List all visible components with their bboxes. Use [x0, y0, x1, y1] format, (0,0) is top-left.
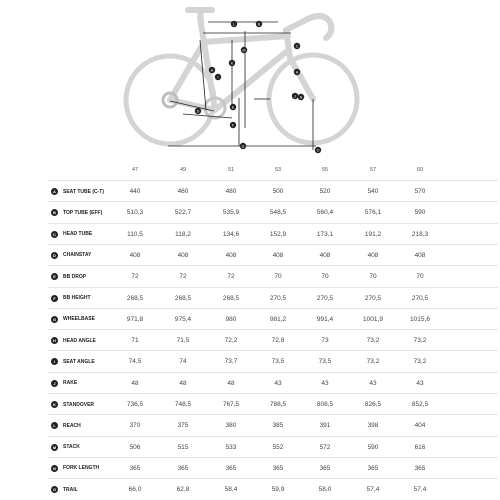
table-row — [48, 436, 498, 457]
diagram-marker-e — [230, 104, 236, 110]
table-row — [48, 414, 498, 435]
table-cell: 268,5 — [126, 294, 144, 302]
table-cell: 74,5 — [128, 358, 142, 366]
table-cell: 43 — [416, 379, 424, 387]
table-cell: 480 — [225, 188, 237, 195]
table-cell: 72 — [131, 273, 139, 281]
table-cell: 616 — [414, 443, 426, 451]
row-label: SEAT TUBE (C-T) — [63, 188, 105, 195]
table-cell: 515 — [177, 443, 189, 451]
table-cell: 460 — [177, 188, 189, 195]
table-cell: 48 — [179, 379, 187, 387]
row-label: HEAD ANGLE — [63, 337, 96, 344]
svg-text:N: N — [299, 95, 303, 100]
table-cell: 48 — [131, 379, 139, 387]
svg-text:E: E — [231, 105, 235, 110]
row-marker: K — [51, 401, 58, 408]
svg-text:L: L — [233, 22, 235, 27]
table-cell: 73,2 — [413, 358, 427, 366]
bike-frame — [170, 10, 331, 110]
table-cell: 218,3 — [411, 230, 429, 238]
table-row — [48, 244, 498, 265]
svg-text:G: G — [241, 144, 245, 149]
svg-text:I: I — [217, 75, 219, 80]
table-cell: 404 — [414, 422, 426, 430]
bike-geometry-diagram — [0, 0, 500, 160]
table-cell: 43 — [274, 379, 282, 387]
row-marker: B — [51, 209, 58, 216]
table-row — [48, 350, 498, 371]
table-cell: 270,5 — [269, 294, 287, 302]
row-label: TOP TUBE (EFF) — [63, 209, 103, 216]
table-cell: 365 — [177, 464, 189, 472]
row-label: CHAINSTAY — [63, 252, 92, 259]
table-cell: 365 — [414, 464, 426, 472]
table-cell: 570 — [414, 188, 426, 195]
table-cell: 520 — [319, 188, 331, 195]
table-cell: 110,5 — [127, 230, 143, 238]
table-cell: 408 — [414, 251, 426, 259]
table-cell: 73,5 — [271, 358, 285, 366]
table-cell: 43 — [369, 379, 377, 387]
table-cell: 748,5 — [174, 401, 192, 408]
table-cell: 43 — [321, 379, 329, 387]
diagram-marker-g — [240, 143, 246, 149]
row-label: BB HEIGHT — [63, 295, 91, 301]
table-cell: 576,1 — [364, 209, 382, 217]
table-cell: 73,2 — [413, 337, 427, 345]
row-label: HEAD TUBE — [63, 231, 93, 238]
diagram-marker-n — [298, 94, 304, 100]
svg-text:B: B — [257, 22, 261, 27]
table-cell: 572 — [319, 443, 331, 451]
table-cell: 270,5 — [364, 294, 382, 302]
row-label: TRAIL — [63, 486, 78, 493]
table-cell: 408 — [319, 251, 331, 259]
table-cell: 72 — [227, 273, 235, 281]
table-cell: 380 — [225, 422, 237, 430]
size-header-57: 57 — [369, 167, 377, 173]
table-cell: 73,5 — [318, 358, 332, 366]
size-header-51: 51 — [227, 167, 235, 173]
row-marker: J — [51, 380, 58, 387]
table-cell: 73,2 — [366, 358, 380, 366]
row-label: STACK — [63, 444, 80, 451]
table-cell: 74 — [179, 358, 187, 366]
table-cell: 365 — [272, 464, 284, 472]
row-label: REACH — [63, 422, 81, 429]
diagram-marker-d — [195, 108, 201, 114]
table-cell: 980 — [225, 315, 237, 323]
table-cell: 560,4 — [316, 209, 334, 217]
row-marker: O — [52, 487, 57, 493]
table-cell: 73,2 — [366, 337, 380, 345]
table-cell: 118,2 — [175, 230, 191, 238]
table-row — [48, 265, 498, 286]
table-cell: 552 — [272, 443, 284, 451]
table-cell: 808,5 — [316, 401, 334, 408]
table-row — [48, 372, 498, 393]
table-cell: 134,6 — [222, 230, 240, 238]
table-cell: 72,8 — [271, 337, 285, 345]
table-cell: 370 — [129, 422, 141, 430]
svg-text:H: H — [295, 70, 299, 75]
svg-text:A: A — [210, 68, 214, 73]
table-cell: 408 — [272, 251, 284, 259]
table-row — [48, 201, 498, 222]
table-cell: 522,7 — [174, 209, 192, 217]
table-row — [48, 457, 498, 478]
table-row — [48, 223, 498, 244]
table-cell: 590 — [367, 443, 379, 451]
table-cell: 268,5 — [174, 294, 192, 302]
table-cell: 991,4 — [316, 315, 334, 323]
diagram-marker-o — [315, 147, 321, 153]
table-cell: 826,5 — [364, 401, 382, 408]
svg-text:F: F — [231, 123, 235, 128]
table-cell: 385 — [272, 422, 284, 430]
row-marker: A — [51, 188, 58, 195]
table-cell: 70 — [369, 273, 377, 281]
table-cell: 440 — [129, 188, 141, 195]
row-marker: N — [51, 465, 58, 472]
table-cell: 506 — [129, 443, 141, 451]
table-row — [48, 308, 498, 329]
table-cell: 73 — [321, 337, 329, 345]
table-row — [48, 329, 498, 350]
table-cell: 48 — [227, 379, 235, 387]
diagram-marker-f — [230, 122, 236, 128]
table-cell: 548,5 — [269, 209, 287, 217]
table-cell: 66,0 — [128, 486, 142, 494]
table-cell: 58,0 — [318, 486, 332, 494]
row-marker: D — [51, 252, 58, 259]
table-cell: 173,1 — [316, 230, 334, 238]
table-cell: 767,5 — [222, 401, 240, 408]
table-cell: 57,4 — [413, 486, 427, 494]
table-cell: 408 — [367, 251, 379, 259]
svg-text:D: D — [196, 109, 200, 114]
svg-text:K: K — [230, 61, 234, 66]
table-cell: 1001,9 — [363, 315, 383, 323]
row-label: SEAT ANGLE — [63, 358, 95, 365]
row-label: WHEELBASE — [63, 316, 95, 323]
table-cell: 852,5 — [411, 401, 429, 408]
svg-text:O: O — [316, 148, 320, 153]
diagram-marker-a — [209, 67, 215, 73]
diagram-marker-b — [256, 21, 262, 27]
diagram-marker-h — [294, 69, 300, 75]
table-cell: 270,5 — [316, 294, 334, 302]
diagram-marker-l — [231, 21, 237, 27]
table-cell: 270,5 — [411, 294, 429, 302]
row-label: BB DROP — [63, 273, 87, 280]
table-cell: 58,4 — [224, 486, 238, 494]
table-row — [48, 180, 498, 201]
table-cell: 975,4 — [174, 315, 192, 323]
table-cell: 375 — [177, 422, 189, 430]
table-cell: 268,5 — [222, 294, 240, 302]
svg-text:C: C — [295, 44, 299, 49]
table-cell: 365 — [319, 464, 331, 472]
row-marker: E — [51, 273, 58, 280]
table-cell: 535,9 — [222, 209, 240, 217]
table-cell: 365 — [225, 464, 237, 472]
row-marker: L — [51, 422, 58, 429]
row-label: RAKE — [63, 380, 78, 387]
table-cell: 365 — [367, 464, 379, 472]
row-marker: C — [51, 231, 58, 238]
row-marker: H — [51, 337, 58, 344]
table-cell: 71,5 — [176, 337, 190, 345]
table-cell: 57,4 — [366, 486, 380, 494]
svg-text:M: M — [242, 48, 246, 53]
table-cell: 72,2 — [224, 337, 238, 345]
size-header-47: 47 — [131, 167, 139, 173]
table-cell: 59,9 — [271, 486, 285, 494]
size-header-60: 60 — [416, 167, 424, 173]
table-cell: 191,2 — [364, 230, 382, 238]
row-label: STANDOVER — [63, 401, 95, 408]
table-cell: 540 — [367, 188, 379, 195]
table-cell: 500 — [272, 188, 284, 195]
table-cell: 72 — [179, 273, 187, 281]
table-cell: 590 — [414, 209, 426, 217]
table-cell: 62,8 — [176, 486, 190, 494]
row-marker: F — [51, 295, 58, 302]
table-row — [48, 393, 498, 414]
table-cell: 408 — [225, 251, 237, 259]
table-cell: 70 — [321, 273, 329, 281]
table-cell: 152,9 — [269, 230, 287, 238]
size-header-53: 53 — [274, 167, 282, 173]
diagram-marker-m — [241, 47, 247, 53]
table-cell: 736,5 — [126, 401, 144, 408]
diagram-marker-k — [229, 60, 235, 66]
table-cell: 981,2 — [269, 315, 287, 323]
table-cell: 70 — [416, 273, 424, 281]
diagram-marker-j — [292, 93, 298, 99]
diagram-marker-i — [215, 74, 221, 80]
table-cell: 398 — [367, 422, 379, 430]
table-cell: 391 — [319, 422, 331, 430]
table-row — [48, 478, 498, 499]
table-row — [48, 287, 498, 308]
table-cell: 510,3 — [126, 209, 144, 217]
row-label: FORK LENGTH — [63, 465, 100, 472]
geometry-table — [48, 160, 498, 500]
table-cell: 73,7 — [224, 358, 238, 366]
table-cell: 71 — [131, 337, 139, 345]
row-marker: G — [52, 316, 57, 322]
svg-text:J: J — [294, 94, 296, 99]
table-cell: 971,8 — [126, 315, 144, 323]
table-cell: 408 — [129, 251, 141, 259]
row-marker: I — [51, 358, 58, 365]
table-cell: 70 — [274, 273, 282, 281]
table-cell: 408 — [177, 251, 189, 259]
table-cell: 533 — [225, 443, 237, 451]
table-cell: 788,5 — [269, 401, 287, 408]
row-marker: M — [52, 444, 57, 450]
size-header-49: 49 — [179, 167, 187, 173]
table-cell: 365 — [129, 464, 141, 472]
size-header-55: 55 — [321, 167, 329, 173]
diagram-marker-c — [294, 43, 300, 49]
table-cell: 1015,6 — [410, 315, 430, 323]
